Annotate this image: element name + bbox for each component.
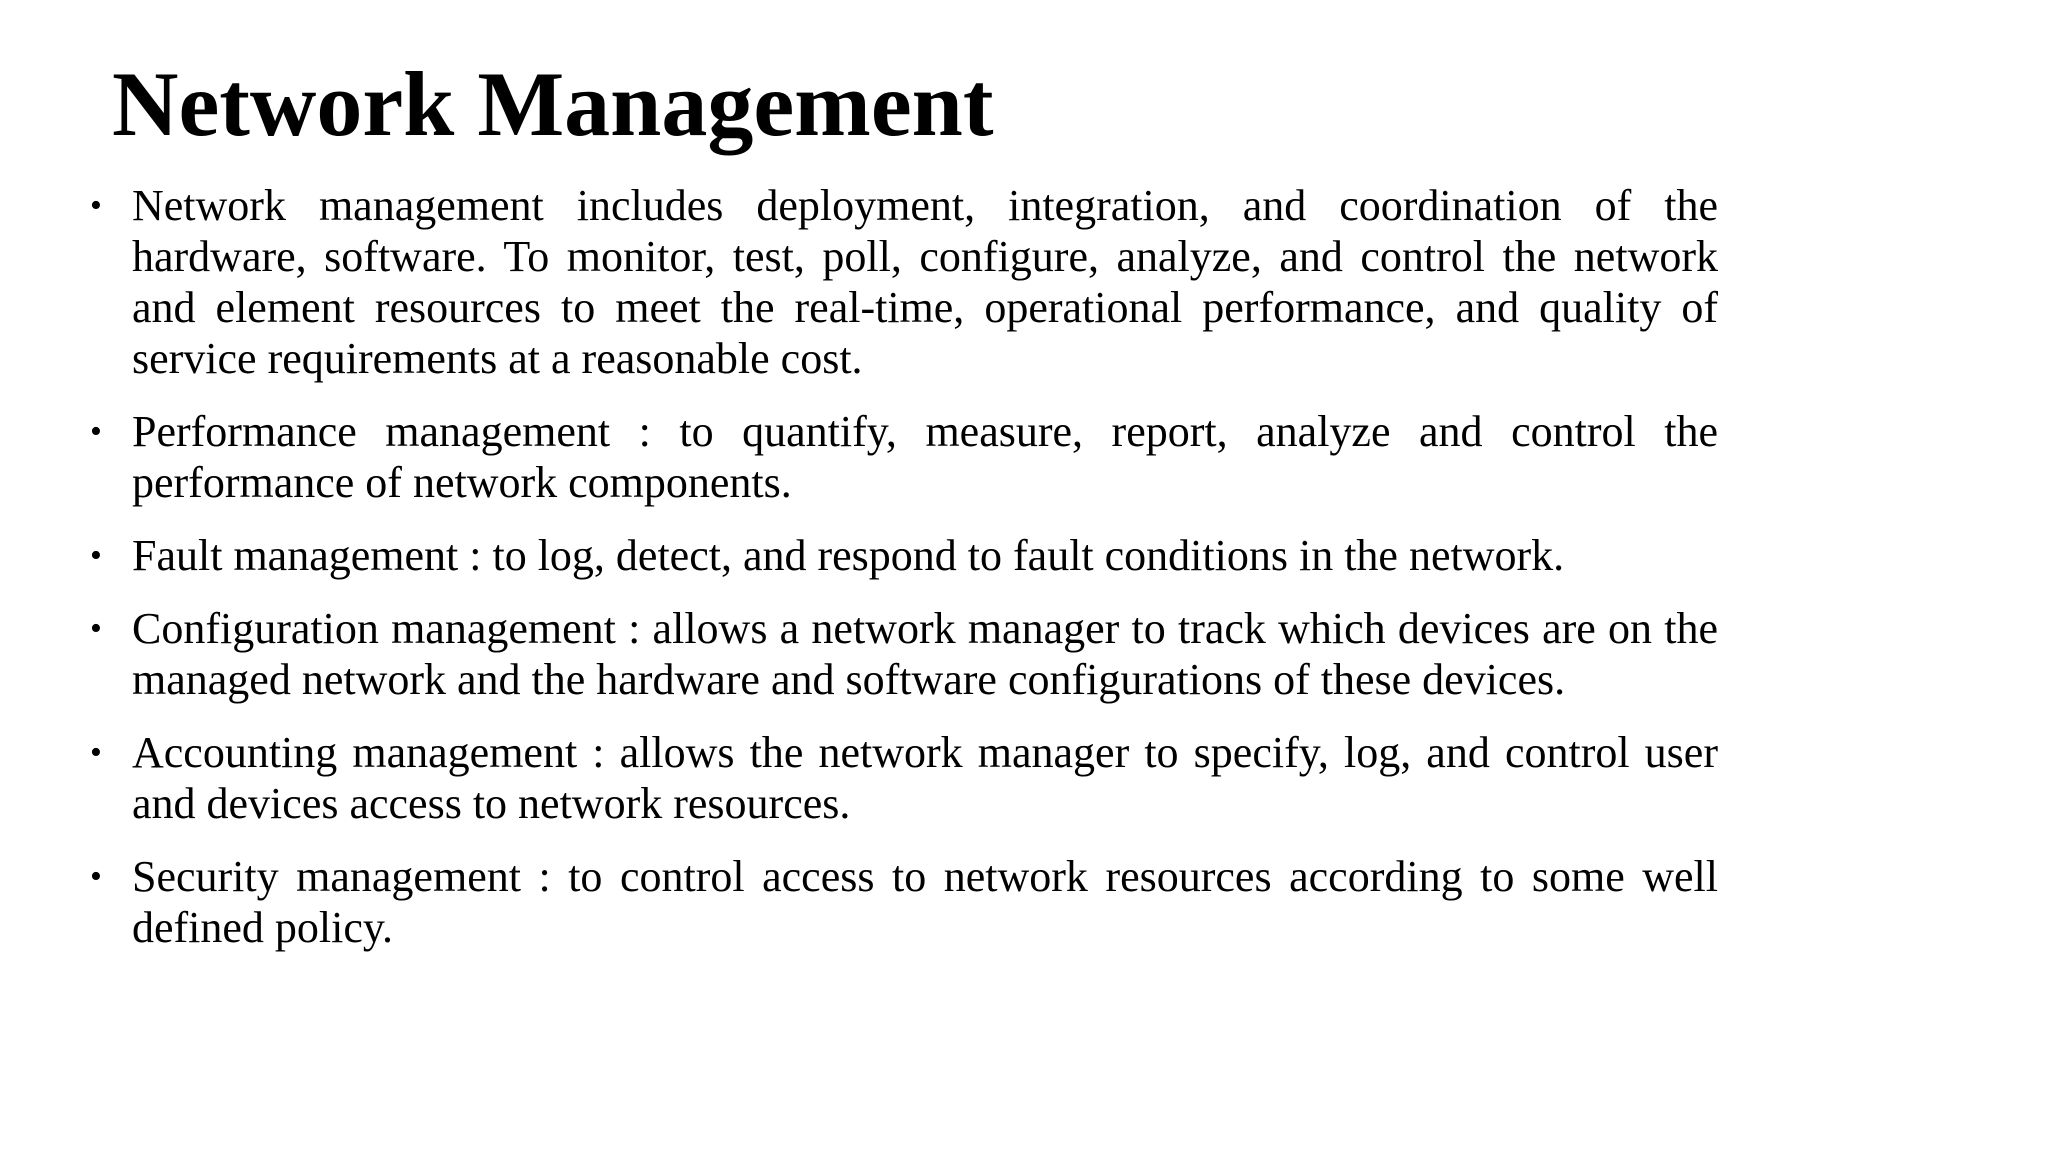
bullet-text: Fault management : to log, detect, and respond to fault conditions in the network. — [132, 531, 1565, 580]
bullet-item-configuration-management — [90, 603, 1718, 705]
bullet-text: Accounting management : allows the network manager to specify, log, and control user and devices access to network resources. — [132, 728, 1718, 828]
bullet-point-icon: • — [90, 413, 102, 450]
bullet-text: Network management includes deployment, integration, and coordination of the hardware, software. To monitor, test, poll, configure, analyze, and control the network and element resources to meet the real-time, operational performance, and quality of service requirements at a reasonable cost. — [132, 181, 1718, 383]
bullet-text: Performance management : to quantify, measure, report, analyze and control the performance of network components. — [132, 407, 1718, 507]
bullet-point-icon: • — [90, 187, 102, 224]
bullet-item-performance-management — [90, 406, 1718, 508]
slide-title: Network Management — [112, 53, 994, 155]
bullet-point-icon: • — [90, 610, 102, 647]
bullet-item-network-management — [90, 180, 1718, 384]
bullet-point-icon: • — [90, 537, 102, 574]
bullet-point-icon: • — [90, 858, 102, 895]
bullet-list — [90, 180, 1718, 975]
bullet-item-security-management — [90, 851, 1718, 953]
bullet-text: Security management : to control access to network resources according to some well defined policy. — [132, 852, 1718, 952]
bullet-item-fault-management — [90, 530, 1718, 581]
bullet-point-icon: • — [90, 734, 102, 771]
bullet-text: Configuration management : allows a network manager to track which devices are on the managed network and the hardware and software configurations of these devices. — [132, 604, 1718, 704]
bullet-item-accounting-management — [90, 727, 1718, 829]
